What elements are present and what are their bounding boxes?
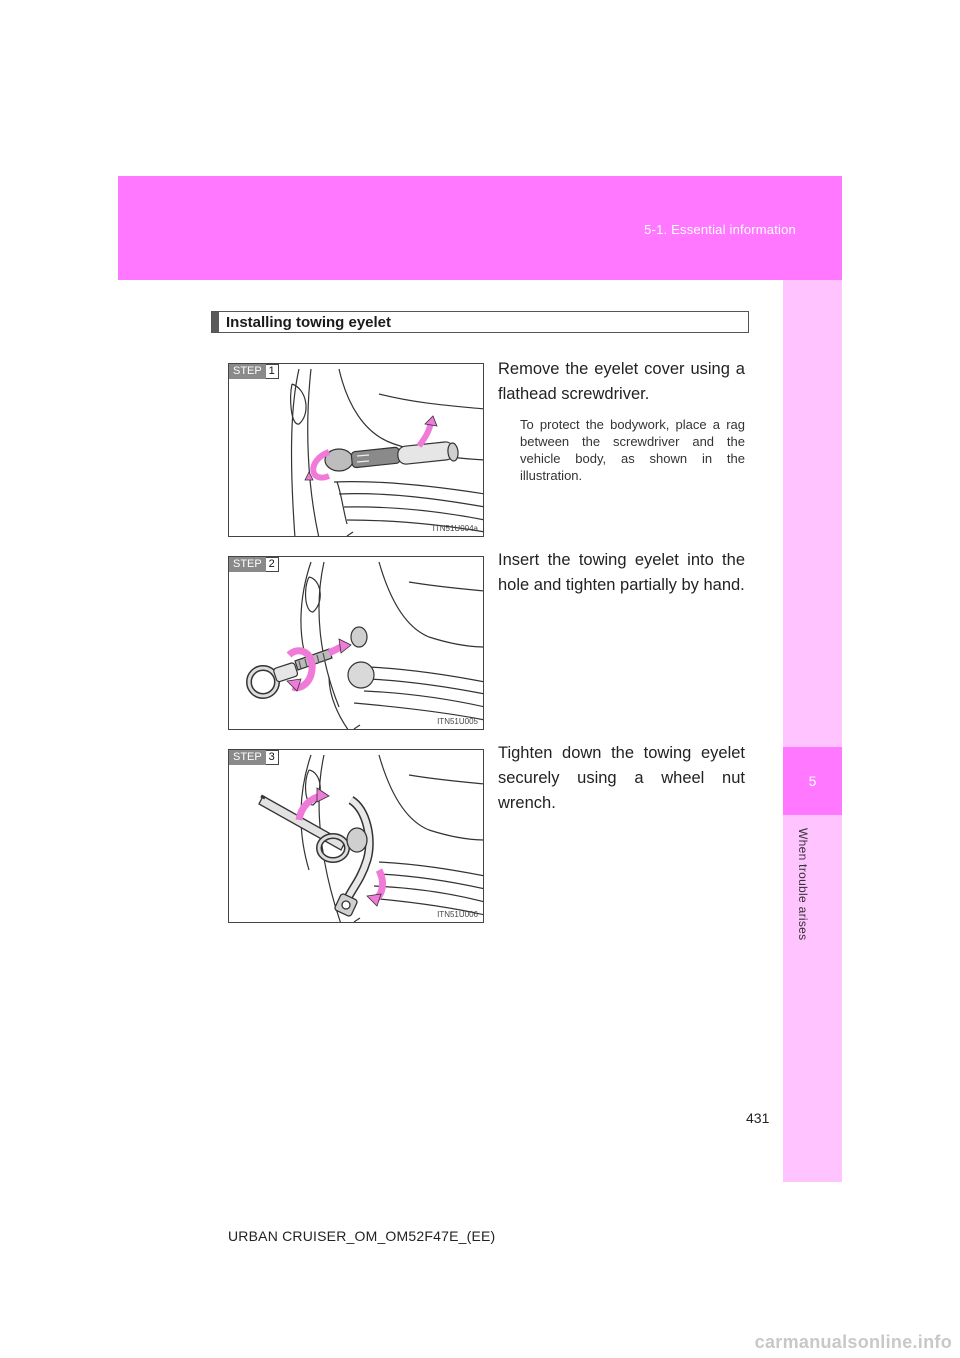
footer-model-code: URBAN CRUISER_OM_OM52F47E_(EE): [228, 1228, 496, 1244]
subheading-bar: [212, 312, 219, 332]
step-2-figure: [228, 556, 484, 730]
chapter-label: When trouble arises: [796, 828, 810, 941]
step-1-badge: STEP 1: [229, 364, 279, 379]
section-title: 5-1. Essential information: [644, 222, 796, 237]
step-1-text: Remove the eyelet cover using a flathead screwdriver.: [498, 360, 745, 403]
chapter-side-tab: [783, 280, 842, 1182]
watermark-logo: carmanualsonline.info: [754, 1332, 952, 1352]
step-2-badge: STEP 2: [229, 557, 279, 572]
towing-eyelet-illustration-icon: [229, 557, 484, 730]
step-2-text: Insert the towing eyelet into the hole and tighten partially by hand.: [498, 551, 745, 594]
screwdriver-illustration-icon: [229, 364, 484, 537]
step-3-figure: [228, 749, 484, 923]
step-3-figure-code: ITN51U006: [437, 910, 478, 919]
page-number: 431: [746, 1110, 770, 1126]
step-1-figure-code: ITN51U004a: [432, 524, 478, 533]
step-2-figure-code: ITN51U005: [437, 717, 478, 726]
step-1-note: To protect the bodywork, place a rag between the screwdriver and the vehicle body, as shown in the illustration.: [520, 417, 745, 483]
subheading-box: [211, 311, 749, 333]
header-band: [118, 176, 842, 280]
subheading-title: Installing towing eyelet: [226, 313, 392, 331]
step-3-badge: STEP 3: [229, 750, 279, 765]
wheel-nut-wrench-illustration-icon: [229, 750, 484, 923]
chapter-number: 5: [783, 747, 842, 815]
step-1-figure: [228, 363, 484, 537]
step-3-text: Tighten down the towing eyelet securely using a wheel nut wrench.: [498, 744, 745, 812]
